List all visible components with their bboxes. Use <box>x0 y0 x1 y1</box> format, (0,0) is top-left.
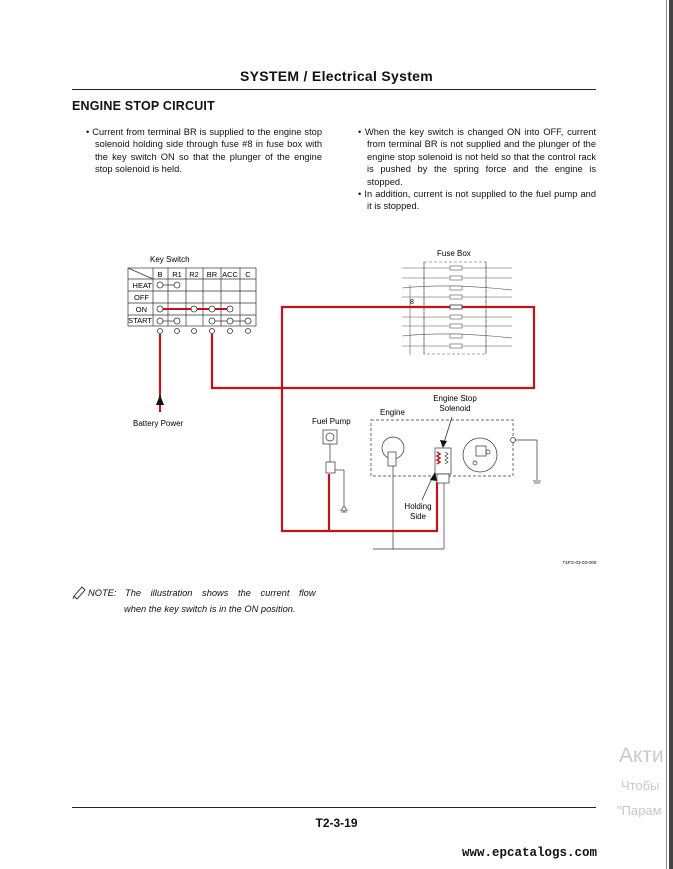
battery-wire <box>156 334 164 412</box>
section-title: ENGINE STOP CIRCUIT <box>72 99 215 113</box>
fuse-box-label: Fuse Box <box>437 249 471 258</box>
note-label: NOTE: <box>88 588 117 598</box>
page-number: T2-3-19 <box>315 816 358 830</box>
solenoid-label-2: Solenoid <box>439 404 471 413</box>
on-row-current <box>157 306 233 312</box>
fuse-number: 8 <box>410 299 414 306</box>
note-block <box>72 585 316 617</box>
watermark-line-2: Чтобы <box>621 778 660 793</box>
note-line-1: The illustration shows the current flow <box>125 588 316 598</box>
fuel-pump <box>323 430 348 512</box>
left-bullet-1: • Current from terminal BR is supplied to the engine stop solenoid holding side through fuse #8 in fuse box with the key switch ON so that the plunger of the engine stop solenoid is held. <box>86 126 322 176</box>
holding-label-1: Holding <box>404 502 432 511</box>
solenoid-label-1: Engine Stop <box>433 394 477 403</box>
page-edge-line <box>666 0 667 869</box>
key-switch-columns <box>157 270 251 279</box>
watermark-line-1: Акти <box>619 744 664 767</box>
col-br: BR <box>206 270 218 279</box>
col-acc: ACC <box>222 270 238 279</box>
row-off: OFF <box>134 293 149 302</box>
engine-label: Engine <box>380 408 405 417</box>
row-on: ON <box>135 305 147 314</box>
page-edge <box>669 0 673 869</box>
page-header-title: SYSTEM / Electrical System <box>240 68 433 84</box>
battery-power-label: Battery Power <box>133 419 184 428</box>
col-b: B <box>157 270 163 279</box>
footer-rule <box>72 807 596 808</box>
row-heat: HEAT <box>132 281 152 290</box>
col-c: C <box>245 270 251 279</box>
site-url[interactable]: www.epcatalogs.com <box>462 846 598 860</box>
note-line-2: when the key switch is in the ON position. <box>124 604 296 614</box>
holding-label-2: Side <box>409 512 427 521</box>
right-bullet-2: • In addition, current is not supplied to the fuel pump and it is stopped. <box>358 188 596 213</box>
col-r1: R1 <box>172 270 182 279</box>
engine-stop-solenoid <box>435 417 452 483</box>
key-switch-label: Key Switch <box>150 255 190 264</box>
col-r2: R2 <box>189 270 199 279</box>
watermark-line-3: "Парам <box>617 803 662 818</box>
figure-code: T4FG-03-03-009 <box>562 560 596 565</box>
row-start: START <box>128 316 152 325</box>
fuel-pump-label: Fuel Pump <box>312 417 351 426</box>
right-bullet-1: • When the key switch is changed ON into OFF, current from terminal BR is not supplied and the plunger of the engine stop solenoid is not held so that the control rack is pushed by the spring force and the engine is stopped. <box>358 126 596 188</box>
engine-block <box>371 420 541 549</box>
